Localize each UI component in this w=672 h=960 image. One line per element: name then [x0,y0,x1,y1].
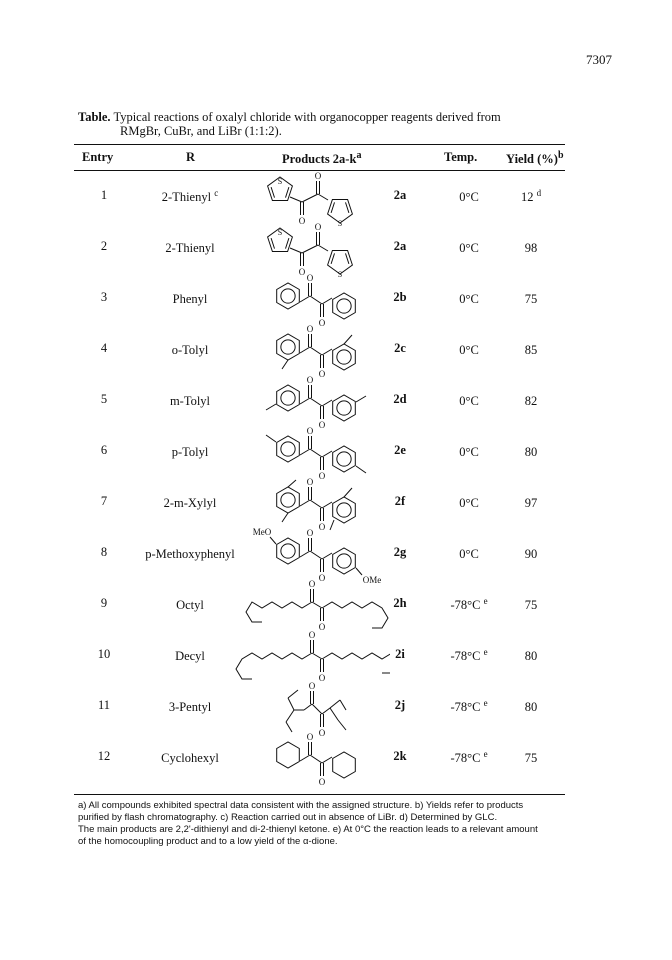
r-group-label: 2-Thienyl [161,190,212,204]
yield-value: 80 [524,649,538,663]
yield-value: 82 [524,394,538,408]
product-code: 2i [395,647,405,661]
yield [506,392,556,409]
product-code: 2e [394,443,406,457]
product-structure [230,476,390,534]
atom-label: O [314,171,322,181]
table-row [0,680,672,738]
product-structure [230,680,390,738]
entry-number: 4 [100,341,108,355]
temperature-value: -78°C [450,751,481,765]
temperature-sup: e [483,698,488,708]
methoxy-label: MeO [252,527,272,537]
entry-number: 7 [100,494,108,508]
yield [506,545,556,562]
r-group-label: p-Tolyl [171,445,209,459]
footnote-line: a) All compounds exhibited spectral data consistent with the assigned structure. b) Yields refer to products [78,800,524,811]
temperature-value: -78°C [450,649,481,663]
atom-label: O [318,777,326,787]
header-yield-label: Yield (%) [506,152,558,166]
yield-value: 98 [524,241,538,255]
yield-value: 75 [524,598,538,612]
atom-label: O [318,420,326,430]
header-entry: Entry [82,150,114,164]
bond [340,700,346,710]
yield-value: 80 [524,445,538,459]
header-r: R [186,150,196,164]
r-group-label: Decyl [175,649,205,663]
bond [322,553,332,559]
product-structure [230,374,390,432]
product-structure [230,731,390,789]
bond [322,708,330,714]
temperature-value: 0°C [459,496,479,510]
bond [310,755,322,763]
atom-label: O [318,471,326,481]
table-caption [78,110,598,138]
bond [322,349,332,355]
cyclohexane-ring [333,752,356,778]
product-structure [230,170,390,228]
r-group-label: 3-Pentyl [168,700,212,714]
product-code: 2h [393,596,407,610]
bond [322,451,332,457]
bond [322,502,332,508]
temperature [440,596,498,613]
table-row [0,221,672,279]
bond [300,449,310,455]
entry-number: 10 [97,647,111,661]
table-row [0,425,672,483]
bond [310,500,322,508]
temperature [440,188,498,205]
bond [330,700,340,708]
yield-value: 90 [524,547,538,561]
atom-label: O [318,728,326,738]
bond [322,757,332,763]
table-row [0,731,672,789]
product-structure [230,272,390,330]
temperature [440,290,498,307]
bond [300,296,310,302]
footnote-line: of the homocoupling product and to a low yield of the α-dione. [78,836,338,847]
table-row [0,170,672,228]
temperature-sup: e [483,596,488,606]
temperature [440,494,498,511]
bond [356,568,362,575]
bond [288,690,298,698]
table-row [0,374,672,432]
bond [300,500,310,506]
table-row [0,527,672,585]
atom-label: O [318,622,326,632]
aromatic-circle [281,289,295,303]
temperature-value: 0°C [459,343,479,357]
bond [266,435,276,442]
yield [506,494,556,511]
r-group-label: m-Tolyl [169,394,211,408]
yield-value: 75 [524,751,538,765]
atom-label: O [314,222,322,232]
product-structure [230,221,390,279]
methoxy-label: OMe [362,575,382,585]
bond [286,710,294,722]
benzene-ring [333,497,356,523]
bond [310,296,322,304]
yield [506,698,556,715]
bond [318,245,328,251]
product-code: 2j [394,698,406,712]
yield [506,647,556,664]
temperature [440,341,498,358]
footnote-line: The main products are 2,2'-dithienyl and di-2-thienyl ketone. e) At 0°C the reaction leads to a relevant amount [78,824,538,835]
entry-number: 11 [97,698,111,712]
page-number: 7307 [586,52,612,67]
bond [266,404,276,410]
yield-value: 80 [524,700,538,714]
footnotes [78,800,578,848]
bond [270,537,276,544]
entry-number: 2 [100,239,108,253]
table-row [0,272,672,330]
alkyl-chain [246,602,312,622]
temperature [440,647,498,664]
atom-label: O [318,369,326,379]
bond [302,245,318,253]
header-products-sup: a [356,150,362,161]
atom-label: O [306,477,314,487]
temperature-value: 0°C [459,292,479,306]
alkyl-chain [322,602,388,628]
product-code: 2a [393,239,407,253]
entry-number: 3 [100,290,108,304]
bond [300,755,310,761]
r-group-label: Phenyl [172,292,208,306]
bond [304,704,312,710]
atom-label: S [337,270,343,279]
atom-label: O [318,573,326,583]
atom-label: O [306,273,314,283]
yield [506,596,556,613]
entry-number: 12 [97,749,111,763]
benzene-ring [333,293,356,319]
product-code: 2d [393,392,407,406]
atom-label: O [308,630,316,640]
yield [506,290,556,307]
product-code: 2a [393,188,407,202]
temperature-value: 0°C [459,445,479,459]
top-rule [74,144,565,145]
double-bond [286,187,289,198]
r-group-sup: c [214,188,219,198]
yield [506,239,556,256]
bond [312,704,322,714]
aromatic-circle [281,493,295,507]
bond [300,551,310,557]
atom-label: O [306,426,314,436]
r-group-label: 2-m-Xylyl [163,496,217,510]
entry-number: 5 [100,392,108,406]
bond [338,720,346,730]
bond [344,488,352,497]
header-yield [506,150,564,167]
temperature [440,749,498,766]
product-code: 2k [393,749,407,763]
yield-value: 97 [524,496,538,510]
caption-line-2: RMgBr, CuBr, and LiBr (1:1:2). [120,124,282,138]
product-structure [230,578,390,636]
bond [330,708,338,720]
cyclohexane-ring [277,742,300,768]
atom-label: O [306,732,314,742]
temperature [440,545,498,562]
bond [322,298,332,304]
bond [356,466,366,473]
product-code: 2g [393,545,407,559]
double-bond [271,238,274,249]
r-group-label: 2-Thienyl [165,241,215,255]
aromatic-circle [337,350,351,364]
r-group-label: o-Tolyl [171,343,209,357]
temperature-value: -78°C [450,700,481,714]
bond [310,347,322,355]
bond [288,480,296,487]
bond [322,400,332,406]
bond [318,194,328,200]
double-bond [346,253,349,264]
yield-value: 75 [524,292,538,306]
header-temp: Temp. [444,150,478,164]
temperature-value: 0°C [459,547,479,561]
benzene-ring [277,538,300,564]
double-bond [331,253,334,264]
yield [506,188,556,205]
aromatic-circle [281,442,295,456]
atom-label: O [298,216,306,226]
atom-label: O [306,528,314,538]
aromatic-circle [337,503,351,517]
product-structure [230,323,390,381]
product-code: 2b [393,290,407,304]
double-bond [331,202,334,213]
yield-sup: d [536,188,542,198]
bond [282,513,288,522]
temperature [440,698,498,715]
table-row [0,476,672,534]
atom-label: O [298,267,306,277]
temperature-sup: e [483,749,488,759]
alkyl-chain [236,653,312,679]
r-group-label: Cyclohexyl [161,751,219,765]
r-group-label: Octyl [176,598,204,612]
table-row [0,629,672,687]
bond [302,194,318,202]
r-group-label: p-Methoxyphenyl [145,547,235,561]
bond [290,197,302,202]
atom-label: O [318,673,326,683]
temperature [440,443,498,460]
benzene-ring [277,487,300,513]
benzene-ring [333,548,356,574]
table-row [0,578,672,636]
temperature-value: 0°C [459,190,479,204]
yield-value: 12 [520,190,534,204]
bond [312,653,322,659]
atom-label: O [308,681,316,691]
yield-value: 85 [524,343,538,357]
atom-label: S [337,219,343,228]
yield [506,749,556,766]
header-products [282,150,361,167]
atom-label: S [277,177,283,186]
aromatic-circle [281,340,295,354]
temperature-value: -78°C [450,598,481,612]
bond [288,698,294,710]
benzene-ring [277,436,300,462]
footnote-line: purified by flash chromatography. c) Reaction carried out in absence of LiBr. d) Determined by GLC. [78,812,498,823]
double-bond [346,202,349,213]
bond [310,551,322,559]
aromatic-circle [337,299,351,313]
benzene-ring [277,283,300,309]
aromatic-circle [281,544,295,558]
temperature-sup: e [483,647,488,657]
atom-label: O [318,318,326,328]
product-code: 2f [394,494,406,508]
bond [282,360,288,369]
double-bond [286,238,289,249]
benzene-ring [333,395,356,421]
temperature-value: 0°C [459,394,479,408]
benzene-ring [333,446,356,472]
table-row [0,323,672,381]
header-products-label: Products 2a-k [282,152,357,166]
entry-number: 1 [100,188,108,202]
atom-label: O [306,375,314,385]
bond [356,396,366,402]
bond [310,398,322,406]
aromatic-circle [337,554,351,568]
aromatic-circle [337,452,351,466]
entry-number: 6 [100,443,108,457]
bond [310,449,322,457]
atom-label: O [318,522,326,532]
benzene-ring [277,334,300,360]
bond [300,398,310,404]
entry-number: 9 [100,596,108,610]
bond [290,248,302,253]
atom-label: O [308,579,316,589]
aromatic-circle [281,391,295,405]
caption-label: Table. [78,110,111,124]
alkyl-chain [322,653,390,673]
atom-label: O [306,324,314,334]
bottom-rule [74,794,565,795]
temperature [440,392,498,409]
atom-label: S [277,228,283,237]
benzene-ring [333,344,356,370]
product-structure [230,629,390,687]
temperature [440,239,498,256]
benzene-ring [277,385,300,411]
product-structure [230,425,390,483]
caption-line-1: Typical reactions of oxalyl chloride with organocopper reagents derived from [110,110,501,124]
yield [506,341,556,358]
bond [300,347,310,353]
aromatic-circle [337,401,351,415]
bond [312,602,322,608]
entry-number: 8 [100,545,108,559]
header-yield-sup: b [557,150,564,161]
temperature-value: 0°C [459,241,479,255]
product-code: 2c [394,341,406,355]
product-structure [230,527,390,585]
yield [506,443,556,460]
double-bond [271,187,274,198]
bond [344,335,352,344]
